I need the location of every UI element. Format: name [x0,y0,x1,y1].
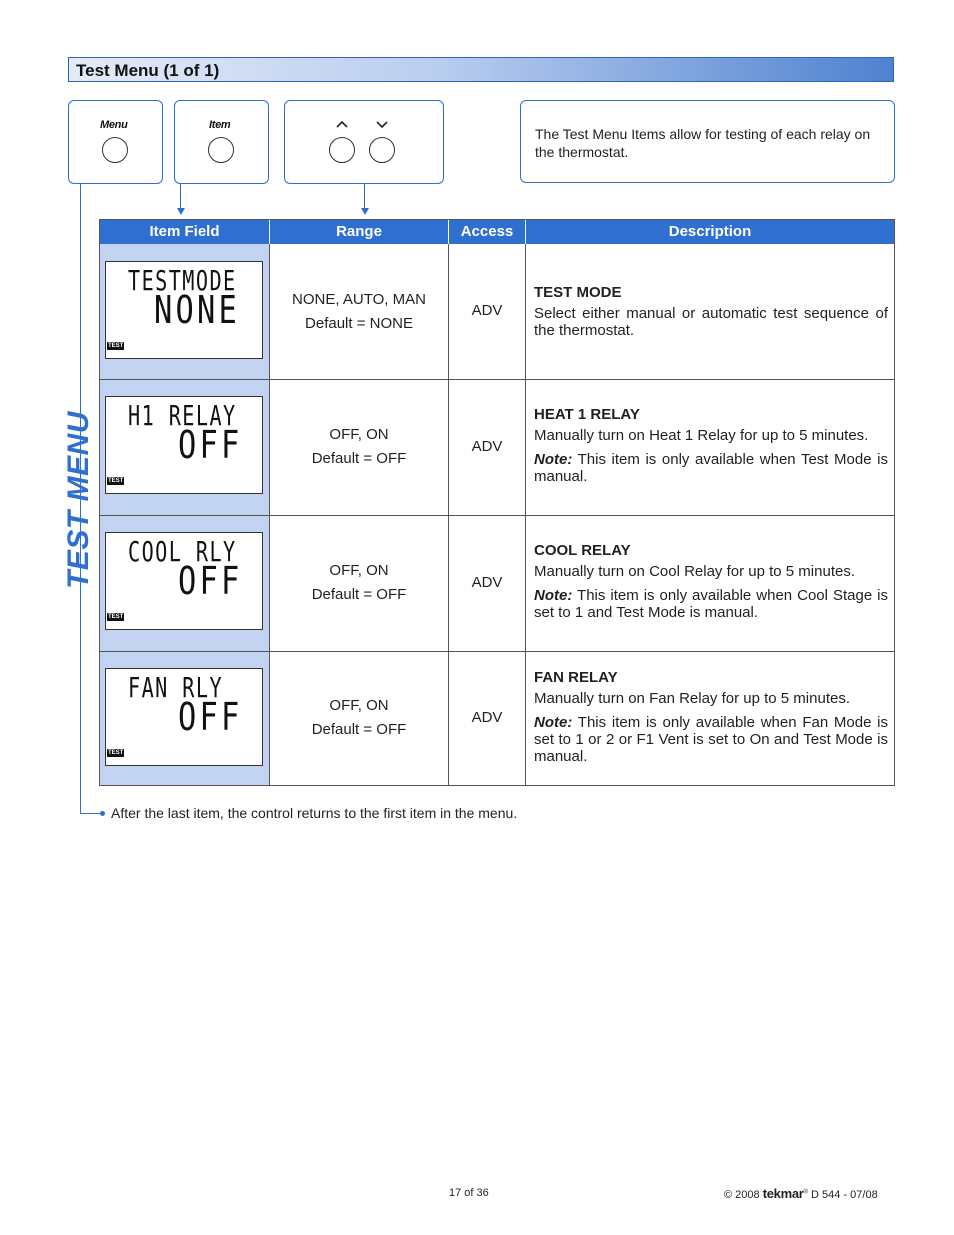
access-cell: ADV [471,709,503,726]
range-connector [364,183,365,208]
item-field-cell [100,516,269,651]
section-header [68,57,894,82]
lcd-line-2: OFF [178,559,243,603]
lcd-test-badge: TEST [108,478,124,484]
note-text: This item is only available when Test Mode is manual. [534,451,888,485]
range-default: Default = OFF [311,450,407,467]
menu-button-label: Menu [100,119,128,131]
description-text: Manually turn on Fan Relay for up to 5 minutes. [534,690,850,707]
chevron-up-icon [335,119,349,129]
registered-mark: ® [803,1189,808,1196]
description-cell [534,669,888,765]
table-row [100,652,894,785]
range-values: OFF, ON [329,562,389,579]
lcd-display [105,396,263,494]
return-connector-foot [80,813,102,814]
range-cell [270,559,448,607]
description-note [534,714,888,765]
side-title-text: TEST MENU [62,411,95,589]
description-note [534,451,888,485]
range-values: OFF, ON [329,697,389,714]
table-row [100,516,894,651]
item-button[interactable] [208,137,234,163]
description-title: FAN RELAY [534,669,618,686]
item-field-cell [100,244,269,379]
description-cell [534,406,888,485]
table-header [100,220,894,244]
note-text: This item is only available when Cool Stage is set to 1 and Test Mode is manual. [534,587,888,621]
note-label: Note: [534,714,573,731]
lcd-line-1: FAN RLY [128,671,224,704]
access-cell: ADV [471,302,503,319]
header-description: Description [668,223,752,240]
menu-table [99,219,895,786]
lcd-test-badge: TEST [108,614,124,620]
lcd-display [105,261,263,359]
page-number: 17 of 36 [449,1187,489,1199]
range-values: NONE, AUTO, MAN [292,291,426,308]
description-title: TEST MODE [534,284,622,301]
lcd-line-2: OFF [178,695,243,739]
down-button[interactable] [369,137,395,163]
description-note [534,587,888,621]
updown-button-panel [284,100,444,184]
lcd-display [105,532,263,630]
lcd-line-1: H1 RELAY [128,399,237,432]
description-title: HEAT 1 RELAY [534,406,640,423]
lcd-test-badge: TEST [108,343,124,349]
menu-button-panel [68,100,163,184]
return-connector [80,183,81,813]
info-text: The Test Menu Items allow for testing of each relay on the thermostat. [535,126,871,160]
lcd-line-2: OFF [178,423,243,467]
description-text: Manually turn on Cool Relay for up to 5 minutes. [534,563,855,580]
lcd-line-1: TESTMODE [128,264,237,297]
table-row [100,244,894,379]
item-field-cell [100,380,269,515]
range-cell [270,694,448,742]
note-label: Note: [534,587,573,604]
section-title: Test Menu (1 of 1) [76,61,220,80]
bullet-dot [100,811,105,816]
chevron-down-icon [375,119,389,129]
table-row [100,380,894,515]
lcd-line-1: COOL RLY [128,535,237,568]
range-default: Default = OFF [311,586,407,603]
note-label: Note: [534,451,573,468]
item-arrow-icon [177,208,185,215]
lcd-test-badge: TEST [108,750,124,756]
description-cell [534,542,888,621]
description-text: Select either manual or automatic test sequence of the thermostat. [534,305,888,339]
range-cell [270,423,448,471]
lcd-line-2: NONE [154,288,241,332]
item-button-panel [174,100,269,184]
up-button[interactable] [329,137,355,163]
range-default: Default = NONE [305,315,413,332]
range-default: Default = OFF [311,721,407,738]
header-range: Range [336,223,382,240]
range-cell [270,288,448,336]
item-button-label: Item [209,119,231,131]
note-text: This item is only available when Fan Mode is set to 1 or 2 or F1 Vent is set to On and Test Mode is manual. [534,714,888,765]
copyright [724,1186,878,1201]
item-field-cell [100,652,269,785]
info-box [520,100,895,183]
item-connector [180,183,181,208]
access-cell: ADV [471,574,503,591]
description-title: COOL RELAY [534,542,631,559]
menu-button[interactable] [102,137,128,163]
footnote: After the last item, the control returns to the first item in the menu. [111,805,518,821]
lcd-display [105,668,263,766]
range-arrow-icon [361,208,369,215]
description-cell [534,284,888,346]
brand-logo: tekmar [762,1186,804,1201]
access-cell: ADV [471,438,503,455]
side-title [60,411,98,589]
range-values: OFF, ON [329,426,389,443]
header-item-field: Item Field [149,223,220,240]
document-id: D 544 - 07/08 [811,1189,878,1201]
description-text: Manually turn on Heat 1 Relay for up to 5 minutes. [534,427,869,444]
copyright-year: © 2008 [724,1189,760,1201]
header-access: Access [460,223,514,240]
